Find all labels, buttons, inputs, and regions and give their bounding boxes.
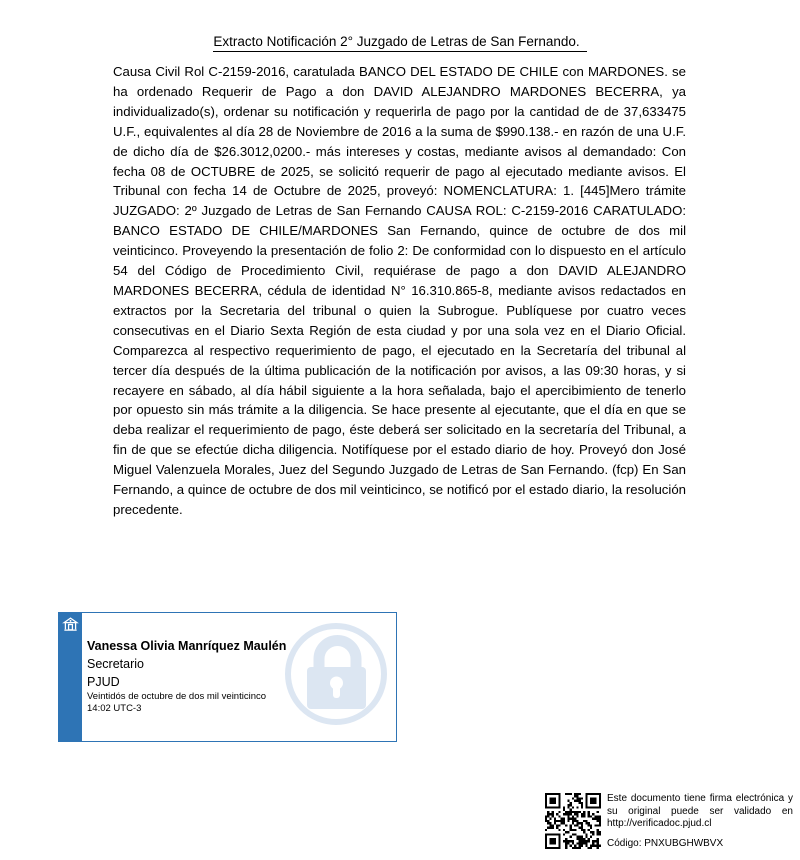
signer-role: Secretario	[87, 657, 144, 671]
verification-text: Este documento tiene firma electrónica y su original puede ser validado en http://verificadoc.pjud.cl	[607, 793, 793, 830]
verification-block	[545, 792, 795, 854]
courthouse-icon	[62, 616, 79, 633]
verification-code: Código: PNXUBGHWBVX	[607, 838, 724, 849]
signature-stripe	[59, 613, 82, 741]
signature-details	[87, 637, 327, 715]
signer-organization: PJUD	[87, 675, 120, 689]
document-title	[0, 34, 800, 49]
signature-time: 14:02 UTC-3	[87, 703, 142, 714]
signature-box	[58, 612, 397, 742]
qr-code	[545, 793, 601, 849]
signature-date: Veintidós de octubre de dos mil veinticinco	[87, 691, 267, 702]
document-body-paragraph: Causa Civil Rol C-2159-2016, caratulada BANCO DEL ESTADO DE CHILE con MARDONES. se ha ordenado Requerir de Pago a don DAVID ALEJANDRO MARDONES BECERRA, ya individualizado(s), ordenar su notificación y requerirla de pago por la cantidad de de 37,633475 U.F., equivalentes al día 28 de Noviembre de 2016 a la suma de $990.138.- en razón de una U.F. de dicho día de $26.3012,0200.- más intereses y costas, mediante avisos al demandado: Con fecha 08 de OCTUBRE de 2025, se solicitó requerir de pago al ejecutado mediante avisos. El Tribunal con fecha 14 de Octubre de 2025, proveyó: NOMENCLATURA: 1. [445]Mero trámite JUZGADO: 2º Juzgado de Letras de San Fernando CAUSA ROL: C-2159-2016 CARATULADO: BANCO ESTADO DE CHILE/MARDONES San Fernando, quince de octubre de dos mil veinticinco. Proveyendo la presentación de folio 2: De conformidad con lo dispuesto en el artículo 54 del Código de Procedimiento Civil, requiérase de pago a don DAVID ALEJANDRO MARDONES BECERRA, cédula de identidad N° 16.310.865-8, mediante avisos redactados en extractos por la Secretaria del tribunal o quien la Subrogue. Publíquese por cuatro veces consecutivas en el Diario Sexta Región de esta ciudad y por una sola vez en el Diario Oficial. Comparezca al respectivo requerimiento de pago, el ejecutado en la Secretaría del tribunal al tercer día después de la última publicación de la notificación por avisos, a las 09:30 horas, y si recayere en sábado, al día hábil siguiente a la hora señalada, bajo el apercibimiento de tenerlo por opuesto sin más trámite a la diligencia. Se hace presente al ejecutante, que el día en que se deba realizar el requerimiento de pago, éste deberá ser solicitado en la secretaría del Tribunal, a fin de que se efectúe dicha diligencia. Notifíquese por el estado diario de hoy. Proveyó don José Miguel Valenzuela Morales, Juez del Segundo Juzgado de Letras de San Fernando. (fcp) En San Fernando, a quince de octubre de dos mil veinticinco, se notificó por el estado diario, la resolución precedente.	[113, 64, 686, 517]
signer-name: Vanessa Olivia Manríquez Maulén	[87, 639, 287, 653]
document-title-text: Extracto Notificación 2° Juzgado de Letras de San Fernando.	[213, 34, 586, 52]
